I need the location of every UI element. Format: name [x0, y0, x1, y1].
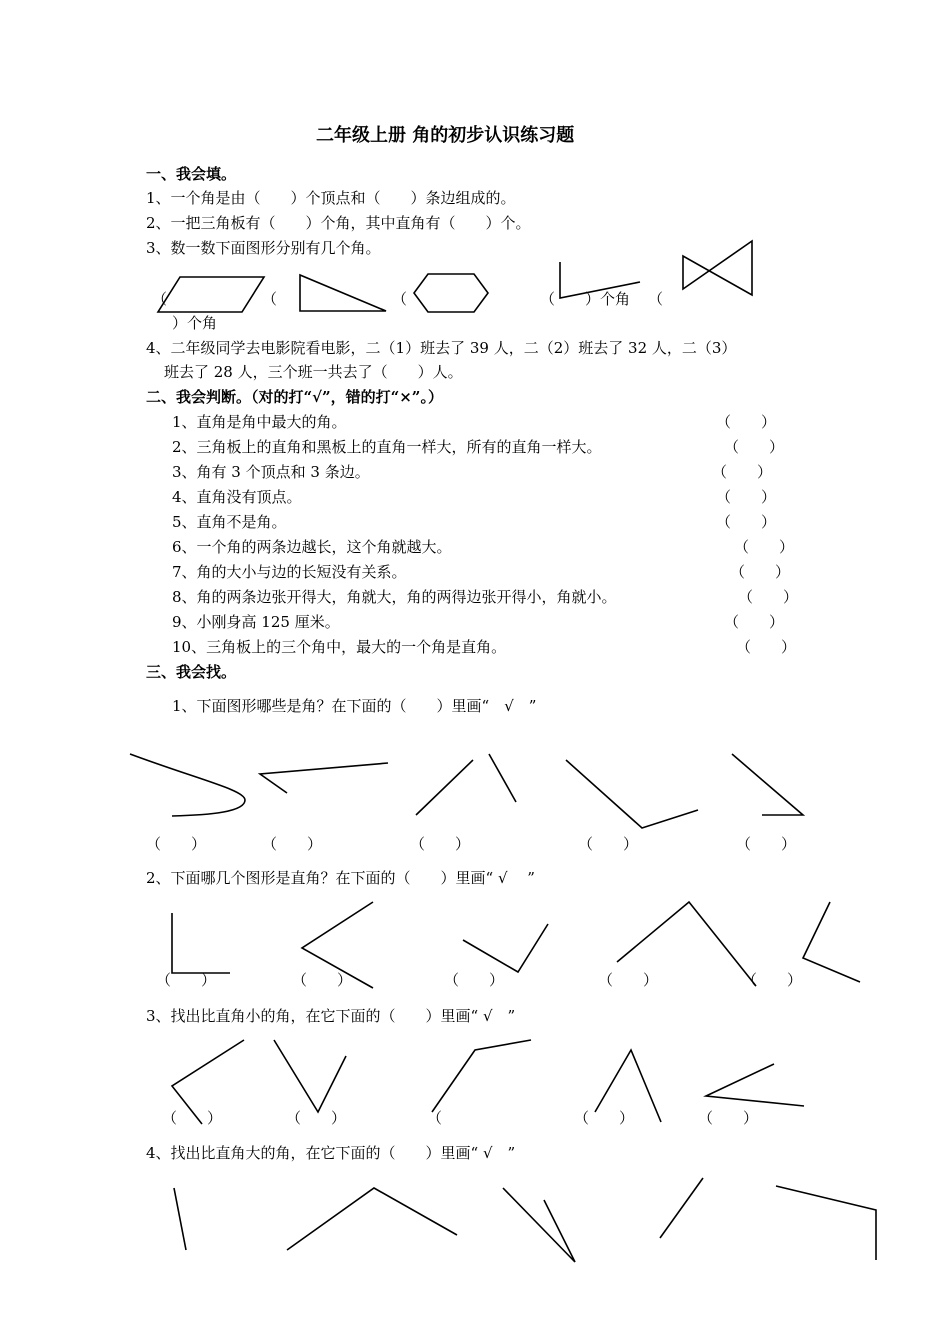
judge-bracket-8[interactable]: （ ）: [738, 588, 799, 606]
angle-figure: [463, 924, 548, 972]
question-1-2: 2、一把三角板有（ ）个角，其中直角有（ ）个。: [146, 214, 531, 232]
angle-figure: [732, 754, 803, 815]
answer-bracket-shape-4: （ ）个角: [540, 290, 631, 308]
find-question-3: 3、找出比直角小的角，在它下面的（ ）里画“ √ ”: [146, 1007, 516, 1025]
judge-bracket-4[interactable]: （ ）: [716, 488, 777, 506]
judge-bracket-6[interactable]: （ ）: [734, 538, 795, 556]
angle-figure: [503, 1188, 575, 1262]
find2-bracket-3[interactable]: （ ）: [444, 971, 505, 989]
angle-figure: [566, 760, 698, 828]
find3-bracket-2[interactable]: （ ）: [286, 1109, 347, 1127]
hexagon-figure: [414, 274, 488, 312]
find1-bracket-4[interactable]: （ ）: [578, 835, 639, 853]
judge-bracket-3[interactable]: （ ）: [712, 463, 773, 481]
angle-figure: [432, 1040, 531, 1112]
find3-bracket-3[interactable]: （: [427, 1109, 443, 1127]
separate-lines-figure: [416, 760, 473, 815]
angle-figure: [803, 902, 860, 982]
judge-item-3: 3、角有 3 个顶点和 3 条边。: [172, 463, 370, 481]
find1-bracket-1[interactable]: （ ）: [146, 835, 207, 853]
judge-item-9: 9、小刚身高 125 厘米。: [172, 613, 340, 631]
judge-bracket-2[interactable]: （ ）: [724, 438, 785, 456]
angle-figure: [617, 902, 756, 986]
angle-figure: [172, 1040, 244, 1124]
angle-figure: [302, 902, 373, 988]
right-triangle-figure: [300, 275, 386, 311]
answer-bracket-shape-5-end: ）个角: [172, 314, 218, 332]
judge-bracket-9[interactable]: （ ）: [724, 613, 785, 631]
find1-bracket-5[interactable]: （ ）: [736, 835, 797, 853]
judge-bracket-10[interactable]: （ ）: [736, 638, 797, 656]
curve-shape-figure: [130, 754, 245, 816]
question-1-3: 3、数一数下面图形分别有几个角。: [146, 239, 381, 257]
angle-figure: [274, 1040, 346, 1112]
find-question-2: 2、下面哪几个图形是直角？在下面的（ ）里画“ √ ”: [146, 869, 535, 887]
judge-item-1: 1、直角是角中最大的角。: [172, 413, 347, 431]
find-question-4: 4、找出比直角大的角，在它下面的（ ）里画“ √ ”: [146, 1144, 516, 1162]
page-title: 二年级上册 角的初步认识练习题: [316, 125, 575, 146]
answer-bracket-shape-5: （: [648, 290, 664, 308]
separate-lines-figure: [489, 754, 516, 802]
angle-figure: [287, 1188, 457, 1250]
find-question-1: 1、下面图形哪些是角？在下面的（ ）里画“ √ ”: [172, 697, 537, 715]
judge-item-8: 8、角的两条边张开得大，角就大，角的两得边张开得小，角就小。: [172, 588, 617, 606]
parallelogram-figure: [158, 277, 264, 312]
answer-bracket-shape-1: （: [152, 290, 168, 308]
section1-heading: 一、我会填。: [146, 165, 237, 183]
question-1-4-line1: 4、二年级同学去电影院看电影，二（1）班去了 39 人，二（2）班去了 32 人，二（3）: [146, 339, 737, 357]
line-segment-figure: [174, 1188, 186, 1250]
question-1-4-line2: 班去了 28 人，三个班一共去了（ ）人。: [164, 363, 463, 381]
find2-bracket-4[interactable]: （ ）: [598, 971, 659, 989]
judge-item-5: 5、直角不是角。: [172, 513, 287, 531]
answer-bracket-shape-2: （: [262, 290, 278, 308]
judge-bracket-5[interactable]: （ ）: [716, 513, 777, 531]
find2-bracket-2[interactable]: （ ）: [292, 971, 353, 989]
judge-item-4: 4、直角没有顶点。: [172, 488, 302, 506]
find3-bracket-4[interactable]: （ ）: [574, 1109, 635, 1127]
find1-bracket-3[interactable]: （ ）: [410, 835, 471, 853]
judge-item-7: 7、角的大小与边的长短没有关系。: [172, 563, 407, 581]
find2-bracket-5[interactable]: （ ）: [742, 971, 803, 989]
angle-figure: [260, 763, 388, 793]
question-1-1: 1、一个角是由（ ）个顶点和（ ）条边组成的。: [146, 189, 516, 207]
bowtie-figure: [683, 241, 752, 295]
angle-figure: [560, 262, 640, 298]
find3-bracket-5[interactable]: （ ）: [698, 1109, 759, 1127]
find1-bracket-2[interactable]: （ ）: [262, 835, 323, 853]
section3-heading: 三、我会找。: [146, 663, 237, 681]
judge-item-6: 6、一个角的两条边越长，这个角就越大。: [172, 538, 452, 556]
find3-bracket-1[interactable]: （ ）: [162, 1109, 223, 1127]
section2-heading: 二、我会判断。（对的打“√”，错的打“×”。）: [146, 388, 443, 406]
judge-bracket-1[interactable]: （ ）: [716, 413, 777, 431]
answer-bracket-shape-3: （: [392, 290, 408, 308]
right-angle-figure: [172, 913, 230, 973]
judge-item-10: 10、三角板上的三个角中，最大的一个角是直角。: [172, 638, 507, 656]
judge-bracket-7[interactable]: （ ）: [730, 563, 791, 581]
judge-item-2: 2、三角板上的直角和黑板上的直角一样大，所有的直角一样大。: [172, 438, 602, 456]
angle-figure: [776, 1186, 876, 1260]
find2-bracket-1[interactable]: （ ）: [156, 971, 217, 989]
angle-figure: [706, 1064, 804, 1106]
line-segment-figure: [660, 1178, 703, 1238]
angle-figure: [595, 1050, 661, 1122]
